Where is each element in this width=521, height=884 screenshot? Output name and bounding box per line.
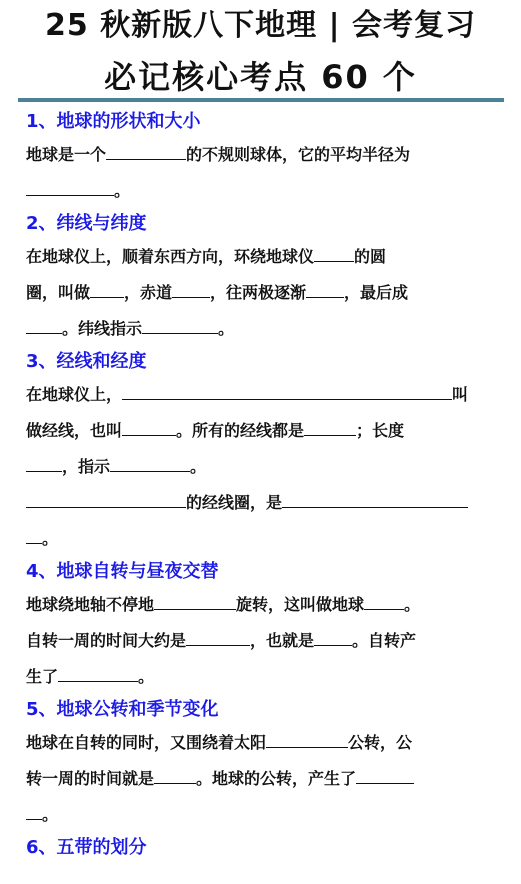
blank (154, 591, 236, 610)
text-line: 的经线圈，是 (26, 485, 504, 521)
blank (364, 591, 404, 610)
text-line: 在地球仪上，顺着东西方向，环绕地球仪 的圆 (26, 239, 504, 275)
text-line: 在地球仪上， 叫 (26, 377, 504, 413)
blank (282, 489, 468, 508)
blank (186, 627, 250, 646)
text-line: 做经线，也叫 。所有的经线都是 ；长度 (26, 413, 504, 449)
blank (172, 279, 210, 298)
text-line: 。 (26, 797, 504, 833)
blank (58, 663, 138, 682)
blank (26, 801, 42, 820)
text-line: 。 (26, 521, 504, 557)
page-subtitle: 必记核心考点 60 个 (104, 58, 417, 96)
blank (314, 627, 352, 646)
blank (110, 453, 190, 472)
text-line: 。 (26, 173, 504, 209)
text-line: 地球在自转的同时，又围绕着太阳 公转，公 (26, 725, 504, 761)
blank (314, 243, 354, 262)
blank (106, 141, 186, 160)
blank (142, 315, 218, 334)
blank (26, 525, 42, 544)
blank (154, 765, 196, 784)
section-heading-5: 5、地球公转和季节变化 (26, 699, 219, 720)
text-line: ，指示 。 (26, 449, 504, 485)
content (26, 107, 504, 863)
text-line: 圈，叫做 ，赤道 ，往两极逐渐 ，最后成 (26, 275, 504, 311)
blank (122, 417, 176, 436)
blank (26, 489, 186, 508)
blank (90, 279, 124, 298)
section-heading-2: 2、纬线与纬度 (26, 213, 147, 234)
blank (306, 279, 344, 298)
text-line: 自转一周的时间大约是 ，也就是 。自转产 (26, 623, 504, 659)
section-heading-3: 3、经线和经度 (26, 351, 147, 372)
page-title: 25 秋新版八下地理 | 会考复习 (44, 8, 477, 43)
text-line: 转一周的时间就是 。地球的公转，产生了 (26, 761, 504, 797)
blank (356, 765, 414, 784)
blank (122, 381, 452, 400)
text-line: 地球是一个 的不规则球体，它的平均半径为 (26, 137, 504, 173)
blank (26, 315, 62, 334)
text-line: 生了 。 (26, 659, 504, 695)
section-heading-6: 6、五带的划分 (26, 837, 147, 858)
blank (26, 177, 114, 196)
section-heading-4: 4、地球自转与昼夜交替 (26, 561, 219, 582)
header-divider (18, 98, 504, 102)
blank (26, 453, 62, 472)
blank (266, 729, 348, 748)
text-line: 地球绕地轴不停地 旋转，这叫做地球 。 (26, 587, 504, 623)
text-line: 。纬线指示 。 (26, 311, 504, 347)
section-heading-1: 1、地球的形状和大小 (26, 111, 201, 132)
blank (304, 417, 356, 436)
